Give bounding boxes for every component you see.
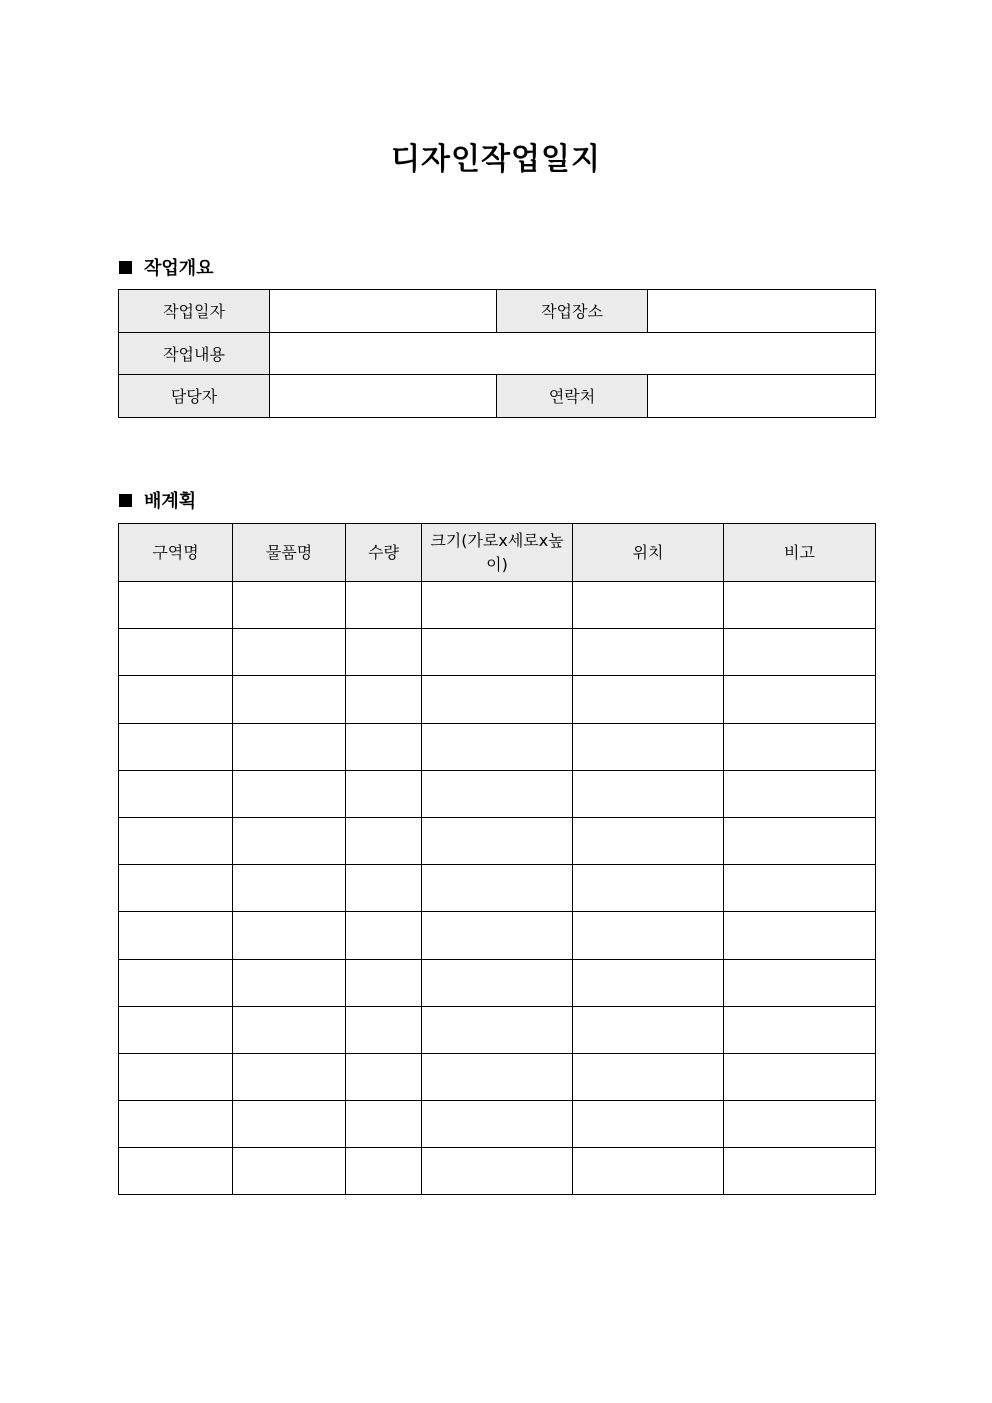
contact-field[interactable]: [648, 375, 876, 418]
zone-cell[interactable]: [119, 817, 233, 864]
zone-cell[interactable]: [119, 1053, 233, 1100]
table-row: [119, 676, 876, 723]
quantity-cell[interactable]: [346, 723, 422, 770]
size-cell[interactable]: [422, 582, 573, 629]
zone-cell[interactable]: [119, 676, 233, 723]
table-row: [119, 629, 876, 676]
notes-cell[interactable]: [724, 1006, 876, 1053]
zone-cell[interactable]: [119, 1101, 233, 1148]
work-date-label: 작업일자: [119, 290, 270, 333]
square-bullet-icon: [119, 261, 132, 274]
location-cell[interactable]: [573, 959, 724, 1006]
location-cell[interactable]: [573, 1101, 724, 1148]
item-cell[interactable]: [233, 1148, 346, 1195]
overview-heading-text: 작업개요: [144, 258, 214, 279]
quantity-cell[interactable]: [346, 865, 422, 912]
size-cell[interactable]: [422, 865, 573, 912]
notes-cell[interactable]: [724, 770, 876, 817]
zone-cell[interactable]: [119, 770, 233, 817]
quantity-cell[interactable]: [346, 959, 422, 1006]
location-cell[interactable]: [573, 912, 724, 959]
overview-heading: [119, 254, 214, 280]
notes-cell[interactable]: [724, 629, 876, 676]
item-cell[interactable]: [233, 865, 346, 912]
size-cell[interactable]: [422, 1053, 573, 1100]
location-cell[interactable]: [573, 1148, 724, 1195]
notes-cell[interactable]: [724, 865, 876, 912]
quantity-cell[interactable]: [346, 1006, 422, 1053]
table-header-row: [119, 524, 876, 582]
zone-cell[interactable]: [119, 865, 233, 912]
table-row: [119, 912, 876, 959]
table-row: [119, 1101, 876, 1148]
size-cell[interactable]: [422, 912, 573, 959]
notes-cell[interactable]: [724, 959, 876, 1006]
quantity-cell[interactable]: [346, 817, 422, 864]
work-content-field[interactable]: [270, 332, 876, 375]
work-content-label: 작업내용: [119, 332, 270, 375]
item-cell[interactable]: [233, 1006, 346, 1053]
manager-label: 담당자: [119, 375, 270, 418]
notes-cell[interactable]: [724, 1053, 876, 1100]
work-date-field[interactable]: [270, 290, 497, 333]
column-header-location: 위치: [573, 524, 724, 582]
item-cell[interactable]: [233, 817, 346, 864]
location-cell[interactable]: [573, 676, 724, 723]
zone-cell[interactable]: [119, 1006, 233, 1053]
location-cell[interactable]: [573, 770, 724, 817]
quantity-cell[interactable]: [346, 912, 422, 959]
table-row: [119, 1006, 876, 1053]
location-cell[interactable]: [573, 629, 724, 676]
quantity-cell[interactable]: [346, 770, 422, 817]
quantity-cell[interactable]: [346, 1101, 422, 1148]
size-cell[interactable]: [422, 629, 573, 676]
table-row: [119, 582, 876, 629]
item-cell[interactable]: [233, 912, 346, 959]
item-cell[interactable]: [233, 723, 346, 770]
zone-cell[interactable]: [119, 912, 233, 959]
quantity-cell[interactable]: [346, 582, 422, 629]
layout-plan-body: [119, 582, 876, 1195]
location-cell[interactable]: [573, 1053, 724, 1100]
item-cell[interactable]: [233, 1053, 346, 1100]
location-cell[interactable]: [573, 817, 724, 864]
layout-plan-heading-text: 배계획: [144, 491, 197, 512]
size-cell[interactable]: [422, 1148, 573, 1195]
manager-field[interactable]: [270, 375, 497, 418]
layout-plan-table: [118, 523, 876, 1195]
size-cell[interactable]: [422, 1006, 573, 1053]
zone-cell[interactable]: [119, 723, 233, 770]
size-cell[interactable]: [422, 959, 573, 1006]
location-cell[interactable]: [573, 723, 724, 770]
notes-cell[interactable]: [724, 1148, 876, 1195]
quantity-cell[interactable]: [346, 1148, 422, 1195]
table-row: [119, 1053, 876, 1100]
location-cell[interactable]: [573, 582, 724, 629]
layout-plan-heading: [119, 487, 196, 513]
quantity-cell[interactable]: [346, 1053, 422, 1100]
overview-row: [119, 290, 876, 333]
notes-cell[interactable]: [724, 723, 876, 770]
square-bullet-icon: [119, 494, 132, 507]
size-cell[interactable]: [422, 770, 573, 817]
column-header-item: 물품명: [233, 524, 346, 582]
item-cell[interactable]: [233, 676, 346, 723]
location-cell[interactable]: [573, 865, 724, 912]
notes-cell[interactable]: [724, 912, 876, 959]
notes-cell[interactable]: [724, 676, 876, 723]
table-row: [119, 959, 876, 1006]
column-header-notes: 비고: [724, 524, 876, 582]
zone-cell[interactable]: [119, 582, 233, 629]
location-cell[interactable]: [573, 1006, 724, 1053]
column-header-size: 크기(가로x세로x높이): [422, 524, 573, 582]
notes-cell[interactable]: [724, 1101, 876, 1148]
table-row: [119, 1148, 876, 1195]
notes-cell[interactable]: [724, 582, 876, 629]
quantity-cell[interactable]: [346, 676, 422, 723]
table-row: [119, 865, 876, 912]
overview-row: [119, 375, 876, 418]
work-place-field[interactable]: [648, 290, 876, 333]
overview-row: [119, 332, 876, 375]
zone-cell[interactable]: [119, 629, 233, 676]
work-place-label: 작업장소: [497, 290, 648, 333]
table-row: [119, 723, 876, 770]
quantity-cell[interactable]: [346, 629, 422, 676]
column-header-quantity: 수량: [346, 524, 422, 582]
size-cell[interactable]: [422, 817, 573, 864]
zone-cell[interactable]: [119, 959, 233, 1006]
overview-table: [118, 289, 876, 418]
size-cell[interactable]: [422, 723, 573, 770]
item-cell[interactable]: [233, 582, 346, 629]
notes-cell[interactable]: [724, 817, 876, 864]
table-row: [119, 817, 876, 864]
size-cell[interactable]: [422, 1101, 573, 1148]
contact-label: 연락처: [497, 375, 648, 418]
item-cell[interactable]: [233, 770, 346, 817]
page-title: 디자인작업일지: [391, 142, 601, 177]
item-cell[interactable]: [233, 1101, 346, 1148]
table-row: [119, 770, 876, 817]
zone-cell[interactable]: [119, 1148, 233, 1195]
column-header-zone: 구역명: [119, 524, 233, 582]
item-cell[interactable]: [233, 629, 346, 676]
size-cell[interactable]: [422, 676, 573, 723]
item-cell[interactable]: [233, 959, 346, 1006]
